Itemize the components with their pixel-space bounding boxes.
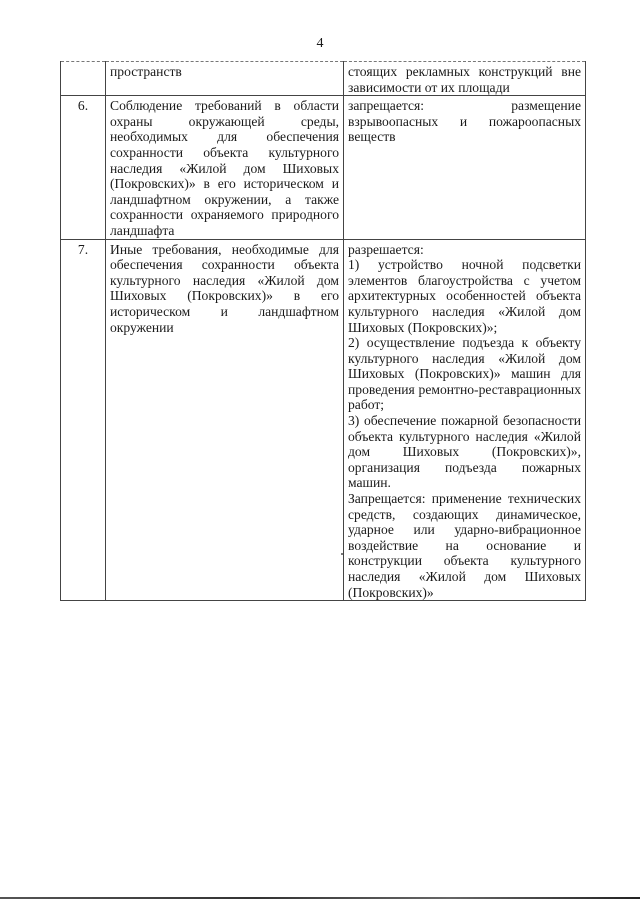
row-number: 7. xyxy=(61,239,106,601)
scan-speck xyxy=(341,553,343,555)
regime-paragraph: 1) устройство ночной подсветки элементов благоустройства с учетом архитектурных особенностей объекта культурного наследия «Жилой дом Шиховых (Покровских)»; xyxy=(348,257,581,335)
requirement-regime xyxy=(344,96,586,239)
requirement-regime xyxy=(344,239,586,601)
requirement-regime xyxy=(344,62,586,96)
requirement-name: Иные требования, необходимые для обеспечения сохранности объекта культурного наследия «Жилой дом Шиховых (Покровских)» в его историческом и ландшафтном окружении xyxy=(106,239,344,601)
row-number xyxy=(61,62,106,96)
requirement-name: пространств xyxy=(106,62,344,96)
requirements-table xyxy=(60,61,586,601)
regime-paragraph: разрешается: xyxy=(348,241,424,257)
row-number: 6. xyxy=(61,96,106,239)
table-row xyxy=(61,96,586,239)
scan-edge-line xyxy=(0,897,640,899)
requirement-name: Соблюдение требований в области охраны окружающей среды, необходимых для обеспечения сохранности объекта культурного наследия «Жилой дом Шиховых (Покровских)» в его историческом и ландшафтном окружении, а также сохранности охраняемого природного ландшафта xyxy=(106,96,344,239)
regime-paragraph: стоящих рекламных конструкций вне зависимости от их площади xyxy=(348,64,581,95)
page-number: 4 xyxy=(316,36,324,51)
regime-paragraph: 2) осуществление подъезда к объекту культурного наследия «Жилой дом Шиховых (Покровских)» машин для проведения ремонтно-реставрационных работ; xyxy=(348,335,581,413)
regime-paragraph: 3) обеспечение пожарной безопасности объекта культурного наследия «Жилой дом Шиховых (Покровских)», организация подъезда пожарных машин. xyxy=(348,413,581,491)
table-row xyxy=(61,62,586,96)
regime-paragraph: Запрещается: применение технических средств, создающих динамическое, ударное или ударно-вибрационное воздействие на основание и конструкции объекта культурного наследия «Жилой дом Шиховых (Покровских)» xyxy=(348,491,581,600)
table-row xyxy=(61,239,586,601)
regime-paragraph: запрещается: размещение взрывоопасных и пожароопасных веществ xyxy=(348,98,581,145)
